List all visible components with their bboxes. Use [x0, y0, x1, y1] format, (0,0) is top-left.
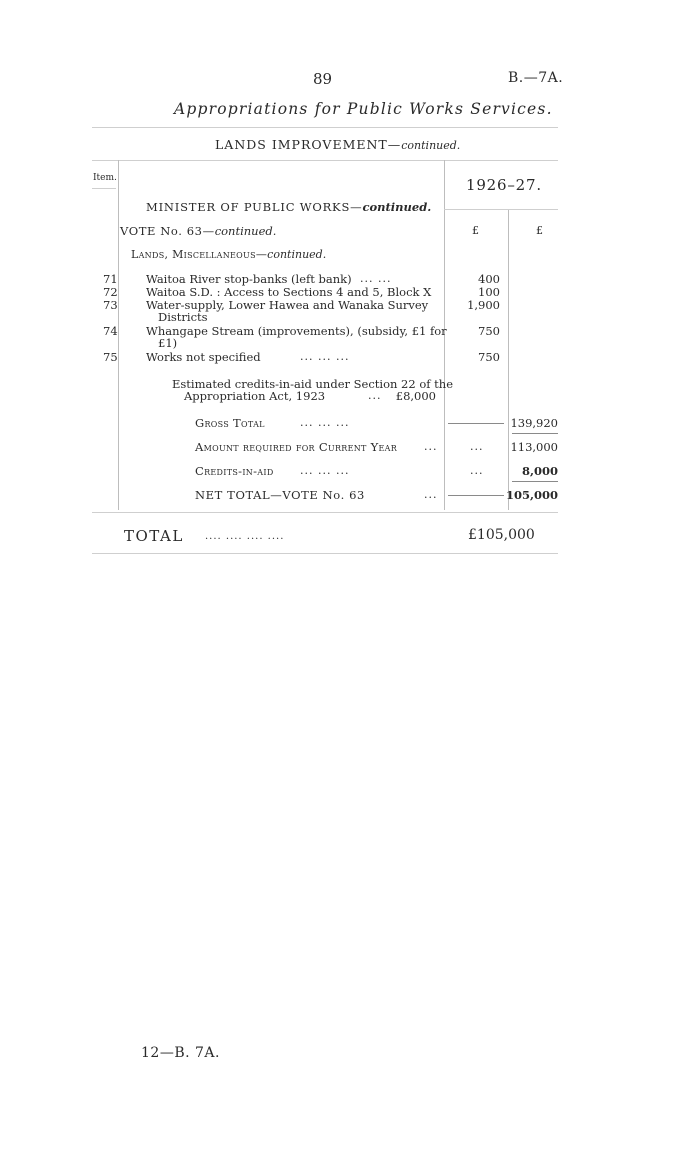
subhead-continued: continued. — [267, 248, 327, 261]
page-signature: 12—B. 7A. — [141, 1045, 220, 1061]
item-amount: 1,900 — [467, 298, 500, 312]
subtitle-main: LANDS IMPROVEMENT— — [215, 137, 402, 152]
item-amount: 750 — [478, 324, 500, 338]
item-description: Works not specified — [146, 350, 261, 364]
credits-in-aid-mid-dots: ... — [470, 464, 484, 477]
credits-in-aid-dots: ... ... ... — [300, 464, 350, 477]
item-number: 75 — [103, 350, 118, 364]
credits-underline — [512, 481, 558, 482]
year-header-rule — [444, 209, 558, 210]
item-leader-dots: ... ... ... — [300, 350, 350, 363]
net-total-mid-rule — [448, 495, 504, 496]
page-title: Appropriations for Public Works Services. — [174, 100, 553, 118]
currency-symbol-items: £ — [472, 224, 479, 237]
year-header: 1926–27. — [466, 176, 542, 194]
ministry-heading — [146, 200, 431, 214]
net-total-label: NET TOTAL—VOTE No. 63 — [195, 488, 365, 502]
item-amount: 100 — [478, 285, 500, 299]
section-subtitle — [215, 137, 460, 152]
item-number: 71 — [103, 272, 118, 286]
page-number: 89 — [313, 70, 333, 88]
subhead-name: Lands, Miscellaneous— — [131, 248, 268, 261]
table-top-rule — [92, 160, 558, 161]
item-description: Water-supply, Lower Hawea and Wanaka Survey — [146, 298, 429, 312]
item-description-continued: Districts — [158, 310, 208, 324]
vote-number: VOTE No. 63— — [120, 224, 215, 238]
credits-note: Estimated credits-in-aid under Section 22 of the — [172, 377, 454, 391]
credits-in-aid-amount: 8,000 — [521, 464, 558, 478]
item-number: 72 — [103, 285, 118, 299]
item-column-header: Item. — [93, 173, 117, 183]
item-description: Waitoa River stop-banks (left bank) — [146, 272, 352, 286]
grand-total-label: TOTAL — [124, 527, 184, 545]
item-amount: 750 — [478, 350, 500, 364]
gross-total-mid-rule — [448, 423, 504, 424]
item-header-rule — [92, 188, 116, 189]
item-column-rule — [118, 160, 119, 510]
gross-total-label: Gross Total — [195, 416, 265, 430]
ministry-continued: continued. — [362, 200, 432, 214]
credits-in-aid-label: Credits-in-aid — [195, 464, 274, 478]
credits-note-amount: £8,000 — [395, 389, 436, 403]
currency-symbol-totals: £ — [536, 224, 543, 237]
amount-required-amount: 113,000 — [510, 440, 558, 454]
amount-required-label: Amount required for Current Year — [195, 440, 398, 454]
credits-note-dots: ... — [368, 389, 382, 402]
table-bottom-rule — [92, 512, 558, 513]
item-number: 73 — [103, 298, 118, 312]
item-amount: 400 — [478, 272, 500, 286]
item-leader-dots: ... ... — [360, 272, 392, 285]
net-total-dots: ... — [424, 488, 438, 501]
amount-required-dots: ... — [424, 440, 438, 453]
item-description: Whangape Stream (improvements), (subsidy, £1 for — [146, 324, 447, 338]
net-total-amount: 105,000 — [505, 488, 558, 502]
vote-heading — [120, 224, 276, 238]
gross-total-amount: 139,920 — [510, 416, 558, 430]
subtitle-continued: continued. — [401, 139, 461, 152]
title-rule — [92, 127, 558, 128]
grand-total-rule — [92, 553, 558, 554]
vote-continued: continued. — [214, 224, 277, 238]
item-number: 74 — [103, 324, 118, 338]
item-description-continued: £1) — [158, 336, 178, 350]
document-reference: B.—7A. — [508, 70, 564, 86]
item-description: Waitoa S.D. : Access to Sections 4 and 5, Block X — [146, 285, 432, 299]
gross-total-underline — [512, 433, 558, 434]
grand-total-amount: £105,000 — [468, 527, 535, 543]
subhead-heading — [131, 248, 326, 261]
gross-total-dots: ... ... ... — [300, 416, 350, 429]
grand-total-dots: .... .... .... .... — [205, 531, 285, 542]
ministry-name: MINISTER OF PUBLIC WORKS— — [146, 200, 363, 214]
credits-note-continued: Appropriation Act, 1923 — [184, 389, 326, 403]
amount-required-mid-dots: ... — [470, 440, 484, 453]
